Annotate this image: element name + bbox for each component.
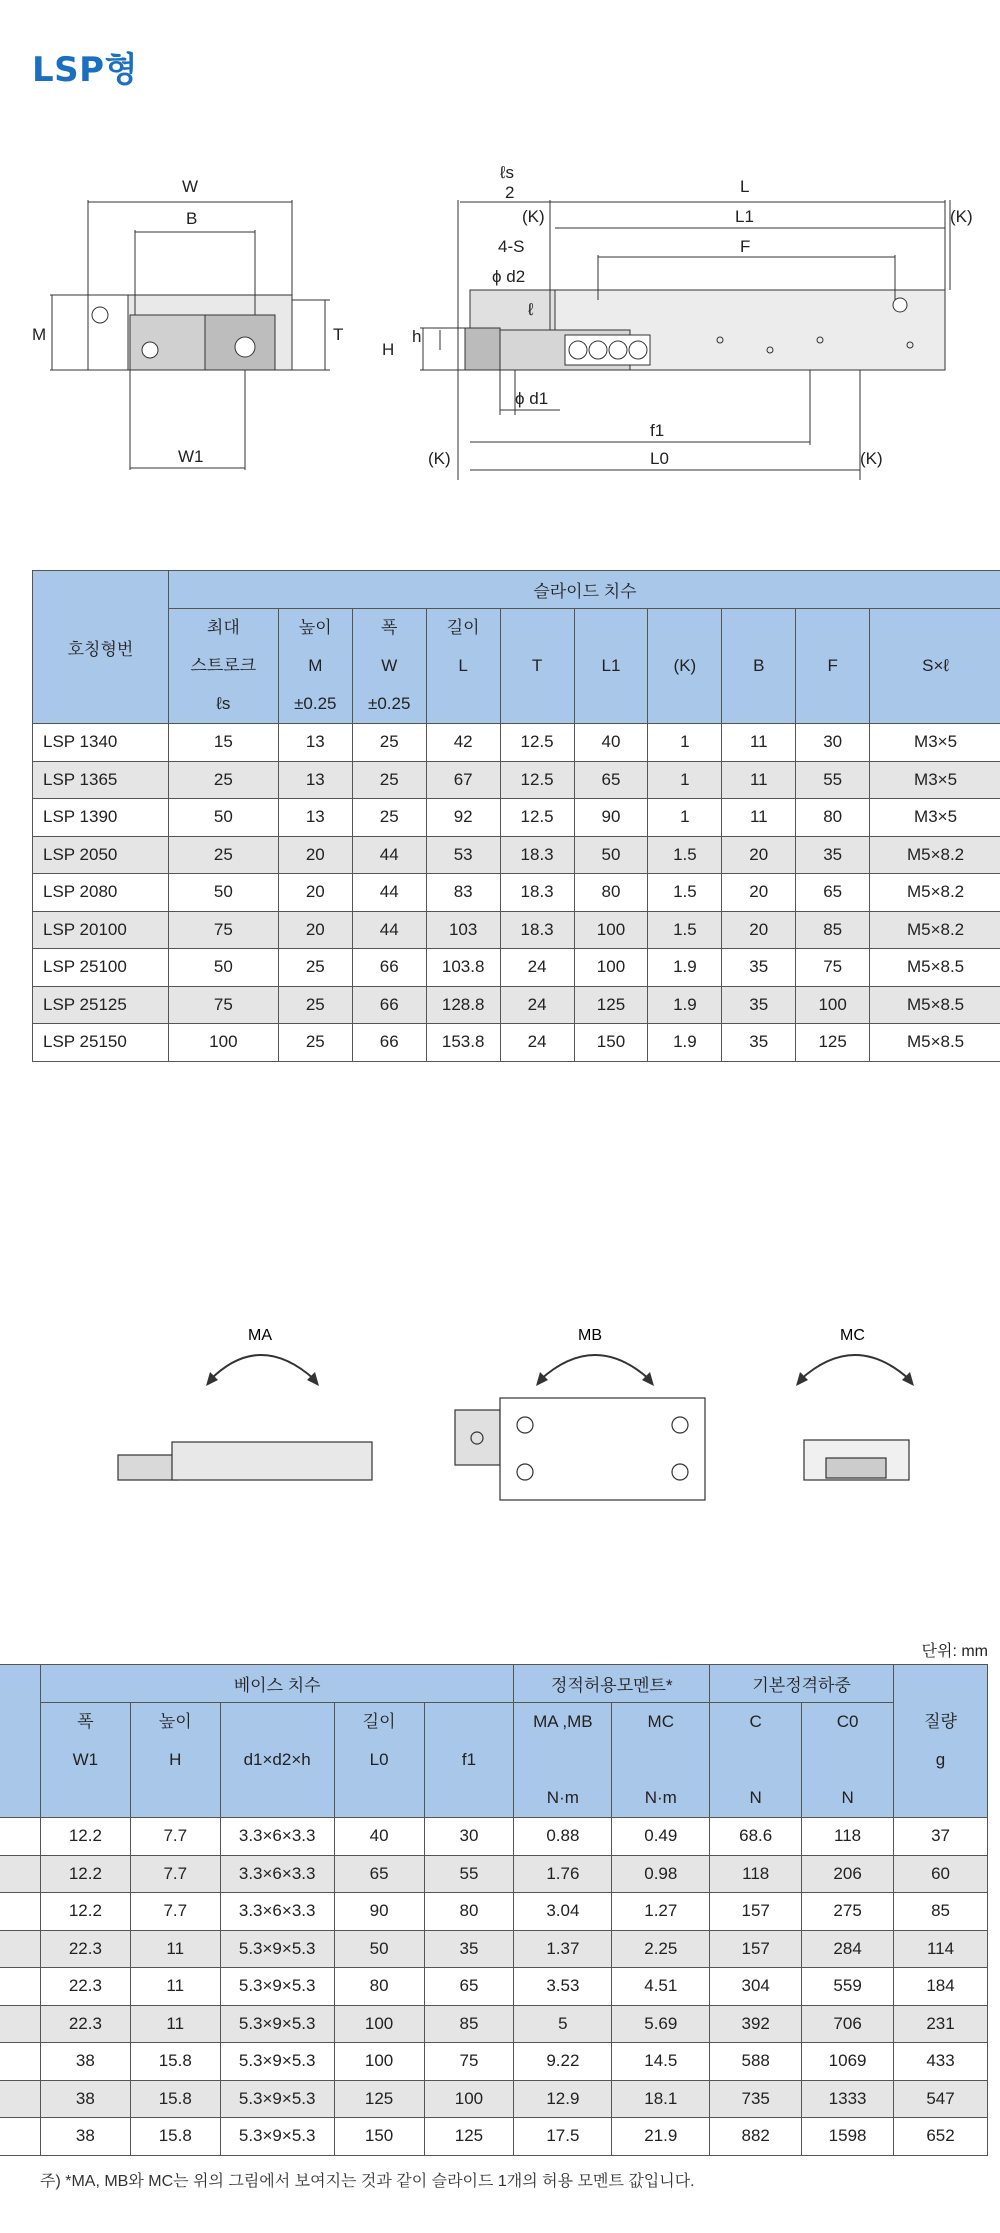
table-cell: 231	[894, 2005, 988, 2043]
table-cell: 588	[710, 2043, 802, 2081]
table-cell: 38	[40, 2043, 130, 2081]
table-cell: 3.53	[514, 1968, 612, 2006]
dim-w1-label: W1	[178, 447, 204, 466]
table-row	[33, 1024, 1000, 1062]
dim-ls-label: ℓs	[500, 163, 514, 182]
table-cell: 100	[796, 986, 870, 1024]
table-row	[33, 724, 1000, 762]
table-cell: 13	[278, 761, 352, 799]
table-cell: 128.8	[426, 986, 500, 1024]
table-cell: 275	[802, 1893, 894, 1931]
table-cell: 24	[500, 949, 574, 987]
table-cell: 652	[894, 2118, 988, 2156]
table-cell: M5×8.2	[870, 874, 1000, 912]
table-cell: 206	[802, 1855, 894, 1893]
table-cell: 392	[710, 2005, 802, 2043]
table-cell: 735	[710, 2080, 802, 2118]
table-cell: 12.2	[40, 1818, 130, 1856]
table-cell: 24	[500, 986, 574, 1024]
table-cell: 12.2	[40, 1893, 130, 1931]
table-cell: 1069	[802, 2043, 894, 2081]
table-cell: 0.49	[612, 1818, 710, 1856]
table-cell: 90	[334, 1893, 424, 1931]
dim-k-label-3: (K)	[428, 449, 451, 468]
table-cell: 304	[710, 1968, 802, 2006]
dim-l0-label: L0	[650, 449, 669, 468]
table-cell: 50	[574, 836, 648, 874]
header-w1: 폭 W1	[40, 1703, 130, 1818]
table-cell: 44	[352, 911, 426, 949]
table-cell: 100	[574, 949, 648, 987]
table-cell: 1333	[802, 2080, 894, 2118]
table-cell: 20	[722, 836, 796, 874]
table-cell: 15.8	[130, 2118, 220, 2156]
table-cell: 53	[426, 836, 500, 874]
dim-b-label: B	[186, 209, 198, 228]
table-cell: 18.3	[500, 836, 574, 874]
dim-k-label-2: (K)	[950, 207, 973, 226]
table-cell: 50	[334, 1930, 424, 1968]
header-b: B	[722, 609, 796, 724]
table-cell: 157	[710, 1893, 802, 1931]
dim-d1-label: ϕ d1	[515, 389, 549, 408]
table-cell: 25	[352, 761, 426, 799]
header-height-m: 높이 M ±0.25	[278, 609, 352, 724]
table-cell: 157	[710, 1930, 802, 1968]
table-cell: 3.3×6×3.3	[220, 1893, 334, 1931]
table-cell: 37	[894, 1818, 988, 1856]
table-cell: 1.9	[648, 986, 722, 1024]
table-cell: LSP 25150	[33, 1024, 169, 1062]
table-row	[33, 761, 1000, 799]
table-cell: 433	[894, 2043, 988, 2081]
table-cell: 35	[722, 986, 796, 1024]
table-cell: 100	[334, 2005, 424, 2043]
table-cell: 1.9	[648, 949, 722, 987]
table-cell: 1.5	[648, 874, 722, 912]
table-cell: 11	[130, 1968, 220, 2006]
table-row	[33, 986, 1000, 1024]
footnote: 주) *MA, MB와 MC는 위의 그림에서 보여지는 것과 같이 슬라이드 1개의 허용 모멘트 값입니다.	[40, 2173, 695, 2190]
table-cell: 284	[802, 1930, 894, 1968]
table-row	[0, 2118, 988, 2156]
table-cell: 3.3×6×3.3	[220, 1855, 334, 1893]
table-cell: 17.5	[514, 2118, 612, 2156]
table-cell: 18.1	[612, 2080, 710, 2118]
header-s-l: S×ℓ	[870, 609, 1000, 724]
table-cell: 125	[796, 1024, 870, 1062]
table-cell: 103	[426, 911, 500, 949]
table-cell-stub	[0, 1893, 40, 1931]
table-cell: 66	[352, 1024, 426, 1062]
technical-drawing	[0, 140, 1000, 490]
table-cell: 1.76	[514, 1855, 612, 1893]
table-cell: 1.27	[612, 1893, 710, 1931]
header-c: C N	[710, 1703, 802, 1818]
table-cell: 68.6	[710, 1818, 802, 1856]
table-cell: 67	[426, 761, 500, 799]
header-ma-mb: MA ,MB N·m	[514, 1703, 612, 1818]
table-cell: 75	[424, 2043, 514, 2081]
table-cell: 65	[334, 1855, 424, 1893]
table-cell: 12.9	[514, 2080, 612, 2118]
dim-m-label: M	[32, 325, 47, 344]
table-cell: 1	[648, 761, 722, 799]
header-t: T	[500, 609, 574, 724]
moment-c-arrow	[800, 1355, 910, 1380]
header-base-dims: 베이스 치수	[40, 1665, 513, 1703]
table-cell: 18.3	[500, 911, 574, 949]
slide-side-body	[172, 1442, 372, 1480]
table-cell: 44	[352, 836, 426, 874]
table-cell: 25	[278, 986, 352, 1024]
table-cell: 22.3	[40, 1930, 130, 1968]
table-cell-stub	[0, 2043, 40, 2081]
table-cell: M3×5	[870, 724, 1000, 762]
table-cell-stub	[0, 1818, 40, 1856]
table-cell-stub	[0, 2080, 40, 2118]
table-cell: 66	[352, 949, 426, 987]
table-cell: 40	[574, 724, 648, 762]
table-cell: LSP 1340	[33, 724, 169, 762]
table-cell: 24	[500, 1024, 574, 1062]
table-cell: 1.37	[514, 1930, 612, 1968]
table-cell: 118	[710, 1855, 802, 1893]
header-mc: MC N·m	[612, 1703, 710, 1818]
table-cell: 65	[424, 1968, 514, 2006]
table-row	[0, 1855, 988, 1893]
table-cell: 25	[168, 761, 278, 799]
table-cell: 125	[574, 986, 648, 1024]
table-cell: 103.8	[426, 949, 500, 987]
table-cell: 14.5	[612, 2043, 710, 2081]
table-cell: 150	[574, 1024, 648, 1062]
table-cell: 5.3×9×5.3	[220, 2043, 334, 2081]
table-cell: 25	[168, 836, 278, 874]
table-cell: M5×8.2	[870, 911, 1000, 949]
header-l1: L1	[574, 609, 648, 724]
table-cell: 15.8	[130, 2080, 220, 2118]
table-cell: 65	[796, 874, 870, 912]
table-cell: 547	[894, 2080, 988, 2118]
table-cell: 150	[334, 2118, 424, 2156]
table-cell: LSP 25100	[33, 949, 169, 987]
table-cell: 0.88	[514, 1818, 612, 1856]
table-cell: 12.5	[500, 761, 574, 799]
table-row	[0, 2080, 988, 2118]
table-cell: 22.3	[40, 1968, 130, 2006]
table-cell: 100	[334, 2043, 424, 2081]
table-cell: 35	[722, 949, 796, 987]
table-cell-stub	[0, 1930, 40, 1968]
table-cell: 20	[278, 911, 352, 949]
dim-w-label: W	[182, 177, 199, 196]
table-cell: 13	[278, 724, 352, 762]
table-cell: LSP 20100	[33, 911, 169, 949]
table-cell: 15	[168, 724, 278, 762]
slide-top-body	[500, 1398, 705, 1500]
header-width-w: 폭 W ±0.25	[352, 609, 426, 724]
table-cell: 25	[352, 799, 426, 837]
table-cell: 35	[796, 836, 870, 874]
table-cell: 25	[278, 949, 352, 987]
dim-k-label-4: (K)	[860, 449, 883, 468]
table-cell: 7.7	[130, 1855, 220, 1893]
table-cell: 80	[574, 874, 648, 912]
moment-a-arrow	[210, 1355, 315, 1380]
table-cell: 35	[722, 1024, 796, 1062]
page-title: LSP형	[32, 50, 138, 90]
table-cell: 12.2	[40, 1855, 130, 1893]
table-cell: 114	[894, 1930, 988, 1968]
table-cell: 11	[722, 724, 796, 762]
table-cell: 5	[514, 2005, 612, 2043]
table-cell: 5.3×9×5.3	[220, 2080, 334, 2118]
table-cell: 4.51	[612, 1968, 710, 2006]
table-row	[0, 2043, 988, 2081]
table-cell: 7.7	[130, 1818, 220, 1856]
dim-l1-label: L1	[735, 207, 754, 226]
dim-k-label-1: (K)	[522, 207, 545, 226]
table-row	[0, 1818, 988, 1856]
table-cell: 100	[574, 911, 648, 949]
table-cell: 5.69	[612, 2005, 710, 2043]
table-cell: M5×8.5	[870, 949, 1000, 987]
table-cell: LSP 2050	[33, 836, 169, 874]
table-cell: 1598	[802, 2118, 894, 2156]
table-cell: 44	[352, 874, 426, 912]
table-cell: 30	[424, 1818, 514, 1856]
dim-ls-divisor: 2	[505, 183, 515, 202]
dim-l-small-label: ℓ	[528, 300, 534, 319]
table-cell: M5×8.5	[870, 986, 1000, 1024]
table-row	[33, 799, 1000, 837]
table-cell: 38	[40, 2118, 130, 2156]
header-f1: f1	[424, 1703, 514, 1818]
moment-b-label: MB	[578, 1327, 602, 1344]
table-cell: 21.9	[612, 2118, 710, 2156]
table-cell: 25	[278, 1024, 352, 1062]
table-cell: 50	[168, 949, 278, 987]
dim-l-label: L	[740, 177, 750, 196]
table-cell: 184	[894, 1968, 988, 2006]
table-cell-stub	[0, 2118, 40, 2156]
table-cell: LSP 2080	[33, 874, 169, 912]
header-max-stroke: 최대 스트로크 ℓs	[168, 609, 278, 724]
table-cell: 55	[796, 761, 870, 799]
table-cell: 11	[722, 761, 796, 799]
table-cell: 11	[130, 1930, 220, 1968]
table-cell: 20	[722, 911, 796, 949]
table-cell: M3×5	[870, 761, 1000, 799]
table-cell: 50	[168, 799, 278, 837]
table-cell: 882	[710, 2118, 802, 2156]
table-cell: 13	[278, 799, 352, 837]
dim-h-label: H	[382, 340, 395, 359]
table-cell: 85	[796, 911, 870, 949]
table-row	[33, 874, 1000, 912]
moment-b-arrow	[540, 1355, 650, 1380]
table-cell: 5.3×9×5.3	[220, 2005, 334, 2043]
table-cell: 85	[894, 1893, 988, 1931]
moment-a-label: MA	[248, 1327, 272, 1344]
base-dimension-table	[0, 1664, 988, 2156]
table-cell-stub	[0, 2005, 40, 2043]
table-cell: 5.3×9×5.3	[220, 2118, 334, 2156]
header-l0: 길이 L0	[334, 1703, 424, 1818]
table-cell: 559	[802, 1968, 894, 2006]
header-left-stub	[0, 1665, 40, 1818]
table-cell: LSP 1390	[33, 799, 169, 837]
header-c0: C0 N	[802, 1703, 894, 1818]
table-cell: 20	[278, 836, 352, 874]
table-cell: 35	[424, 1930, 514, 1968]
header-length-l: 길이 L	[426, 609, 500, 724]
table-cell: 1	[648, 799, 722, 837]
dim-f1-label: f1	[650, 421, 665, 440]
table-cell: 22.3	[40, 2005, 130, 2043]
dim-d2-label: ϕ d2	[492, 267, 526, 286]
table-cell: 65	[574, 761, 648, 799]
table-cell: 92	[426, 799, 500, 837]
header-slide-dims: 슬라이드 치수	[168, 571, 1000, 609]
table-cell: 3.04	[514, 1893, 612, 1931]
table-cell: 5.3×9×5.3	[220, 1968, 334, 2006]
table-cell: 5.3×9×5.3	[220, 1930, 334, 1968]
header-model: 호칭형번	[33, 571, 169, 724]
table-cell: 40	[334, 1818, 424, 1856]
table-cell: 11	[722, 799, 796, 837]
table-cell: 38	[40, 2080, 130, 2118]
table-cell: 12.5	[500, 799, 574, 837]
table-cell-stub	[0, 1855, 40, 1893]
table-cell: 3.3×6×3.3	[220, 1818, 334, 1856]
table-cell: 90	[574, 799, 648, 837]
table-cell: LSP 25125	[33, 986, 169, 1024]
table-cell-stub	[0, 1968, 40, 2006]
table-row	[0, 2005, 988, 2043]
table-cell: 66	[352, 986, 426, 1024]
table-cell: 83	[426, 874, 500, 912]
table-cell: 42	[426, 724, 500, 762]
table-row	[0, 1930, 988, 1968]
table-cell: 2.25	[612, 1930, 710, 1968]
header-rated-load: 기본정격하중	[710, 1665, 894, 1703]
table-cell: 1.5	[648, 836, 722, 874]
table-cell: 50	[168, 874, 278, 912]
table-cell: 100	[424, 2080, 514, 2118]
table-cell: 11	[130, 2005, 220, 2043]
table-cell: M5×8.2	[870, 836, 1000, 874]
unit-label: 단위: mm	[921, 1643, 988, 1660]
table-cell: 125	[424, 2118, 514, 2156]
dim-t-label: T	[333, 325, 344, 344]
table-cell: 1.5	[648, 911, 722, 949]
table-cell: 153.8	[426, 1024, 500, 1062]
table-cell: 0.98	[612, 1855, 710, 1893]
moment-diagrams	[0, 1310, 1000, 1540]
header-h: 높이 H	[130, 1703, 220, 1818]
table-cell: 1	[648, 724, 722, 762]
table-cell: 118	[802, 1818, 894, 1856]
header-f: F	[796, 609, 870, 724]
table-cell: 15.8	[130, 2043, 220, 2081]
table-cell: 12.5	[500, 724, 574, 762]
table-cell: 75	[168, 911, 278, 949]
table-row	[33, 949, 1000, 987]
table-cell: 25	[352, 724, 426, 762]
table-cell: 18.3	[500, 874, 574, 912]
table-cell: 20	[278, 874, 352, 912]
table-cell: 125	[334, 2080, 424, 2118]
table-cell: 9.22	[514, 2043, 612, 2081]
table-cell: 55	[424, 1855, 514, 1893]
dim-f-label: F	[740, 237, 751, 256]
table-cell: 20	[722, 874, 796, 912]
header-mass: 질량 g	[894, 1665, 988, 1818]
table-cell: 80	[334, 1968, 424, 2006]
table-cell: 75	[168, 986, 278, 1024]
slide-top-end	[455, 1410, 500, 1465]
table-row	[33, 911, 1000, 949]
dim-4s-label: 4-S	[498, 237, 525, 256]
header-static-moment: 정적허용모멘트*	[514, 1665, 710, 1703]
table-cell: 706	[802, 2005, 894, 2043]
table-cell: 1.9	[648, 1024, 722, 1062]
table-row	[0, 1968, 988, 2006]
slide-side-rail	[118, 1455, 178, 1480]
table-cell: 60	[894, 1855, 988, 1893]
table-cell: 7.7	[130, 1893, 220, 1931]
table-cell: M5×8.5	[870, 1024, 1000, 1062]
table-cell: LSP 1365	[33, 761, 169, 799]
table-cell: 30	[796, 724, 870, 762]
table-cell: M3×5	[870, 799, 1000, 837]
table-cell: 75	[796, 949, 870, 987]
header-k: (K)	[648, 609, 722, 724]
dim-h-small-label: h	[412, 327, 422, 346]
slide-dimension-table	[32, 570, 1000, 1062]
table-cell: 100	[168, 1024, 278, 1062]
header-d1d2h: d1×d2×h	[220, 1703, 334, 1818]
table-row	[0, 1893, 988, 1931]
moment-c-label: MC	[840, 1327, 865, 1344]
table-cell: 80	[424, 1893, 514, 1931]
table-cell: 85	[424, 2005, 514, 2043]
table-cell: 80	[796, 799, 870, 837]
table-row	[33, 836, 1000, 874]
